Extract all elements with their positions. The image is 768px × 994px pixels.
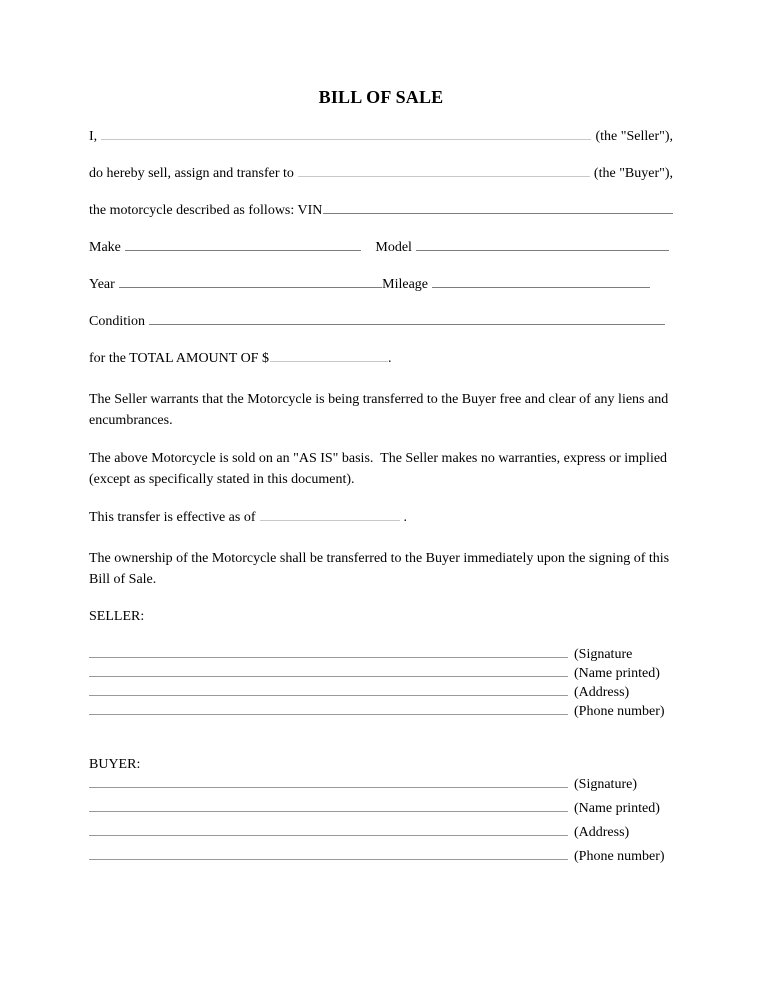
- seller-name-printed-label: (Name printed): [574, 666, 660, 681]
- buyer-name-printed-row: [89, 797, 673, 821]
- warranty-paragraph: The Seller warrants that the Motorcycle is being transferred to the Buyer free and clear of any liens and encumbrances.: [89, 392, 672, 428]
- buyer-signature-field[interactable]: [89, 787, 568, 788]
- make-label: Make: [89, 240, 121, 255]
- buyer-section-heading: BUYER:: [89, 757, 141, 772]
- buyer-suffix-label: (the "Buyer"),: [593, 166, 673, 181]
- seller-phone-field[interactable]: [89, 714, 568, 715]
- as-is-paragraph: The above Motorcycle is sold on an "AS IS" basis. The Seller makes no warranties, express or implied (except as specifically stated in this document).: [89, 451, 671, 487]
- buyer-name-printed-label: (Name printed): [574, 801, 660, 816]
- year-field[interactable]: [119, 287, 382, 288]
- seller-signature-field[interactable]: [89, 657, 568, 658]
- buyer-signature-row: [89, 773, 673, 797]
- buyer-signature-label: (Signature): [574, 777, 637, 792]
- seller-phone-row: [89, 702, 673, 721]
- buyer-address-field[interactable]: [89, 835, 568, 836]
- seller-name-row: [89, 128, 673, 145]
- effective-date-row: [89, 509, 673, 526]
- document-title: BILL OF SALE: [318, 87, 444, 107]
- buyer-phone-row: [89, 845, 673, 869]
- seller-signature-row: [89, 645, 673, 664]
- make-model-row: [89, 239, 673, 256]
- seller-signature-block: [89, 645, 673, 721]
- seller-prefix-label: I,: [89, 129, 98, 144]
- amount-row: [89, 350, 673, 367]
- ownership-paragraph: The ownership of the Motorcycle shall be transferred to the Buyer immediately upon the signing of this Bill of Sale.: [89, 551, 673, 587]
- buyer-address-label: (Address): [574, 825, 630, 840]
- seller-address-field[interactable]: [89, 695, 568, 696]
- buyer-name-row: [89, 165, 673, 182]
- year-label: Year: [89, 277, 115, 292]
- seller-address-row: [89, 683, 673, 702]
- seller-section-heading: SELLER:: [89, 609, 145, 624]
- amount-prefix-label: for the TOTAL AMOUNT OF $: [89, 351, 269, 366]
- buyer-signature-block: [89, 773, 673, 869]
- condition-row: [89, 313, 673, 330]
- buyer-name-printed-field[interactable]: [89, 811, 568, 812]
- vin-field[interactable]: [323, 213, 673, 214]
- seller-phone-label: (Phone number): [574, 704, 665, 719]
- seller-suffix-label: (the "Seller"),: [595, 129, 673, 144]
- buyer-prefix-label: do hereby sell, assign and transfer to: [89, 166, 294, 181]
- seller-address-label: (Address): [574, 685, 630, 700]
- vin-row: [89, 202, 673, 219]
- amount-field[interactable]: [270, 361, 388, 362]
- buyer-phone-field[interactable]: [89, 859, 568, 860]
- model-field[interactable]: [416, 250, 669, 251]
- make-field[interactable]: [125, 250, 362, 251]
- buyer-address-row: [89, 821, 673, 845]
- amount-suffix-label: .: [387, 351, 392, 366]
- mileage-field[interactable]: [432, 287, 650, 288]
- condition-label: Condition: [89, 314, 146, 329]
- seller-signature-label: (Signature: [574, 647, 633, 662]
- seller-name-printed-field[interactable]: [89, 676, 568, 677]
- condition-field[interactable]: [149, 324, 665, 325]
- seller-name-field[interactable]: [101, 139, 591, 140]
- vin-label: the motorcycle described as follows: VIN: [89, 203, 323, 218]
- seller-name-printed-row: [89, 664, 673, 683]
- model-label: Model: [375, 240, 412, 255]
- effective-suffix-label: .: [403, 510, 408, 525]
- year-mileage-row: [89, 276, 673, 293]
- buyer-phone-label: (Phone number): [574, 849, 665, 864]
- mileage-label: Mileage: [382, 277, 428, 292]
- buyer-name-field[interactable]: [298, 176, 590, 177]
- effective-date-field[interactable]: [260, 520, 400, 521]
- effective-prefix-label: This transfer is effective as of: [89, 510, 256, 525]
